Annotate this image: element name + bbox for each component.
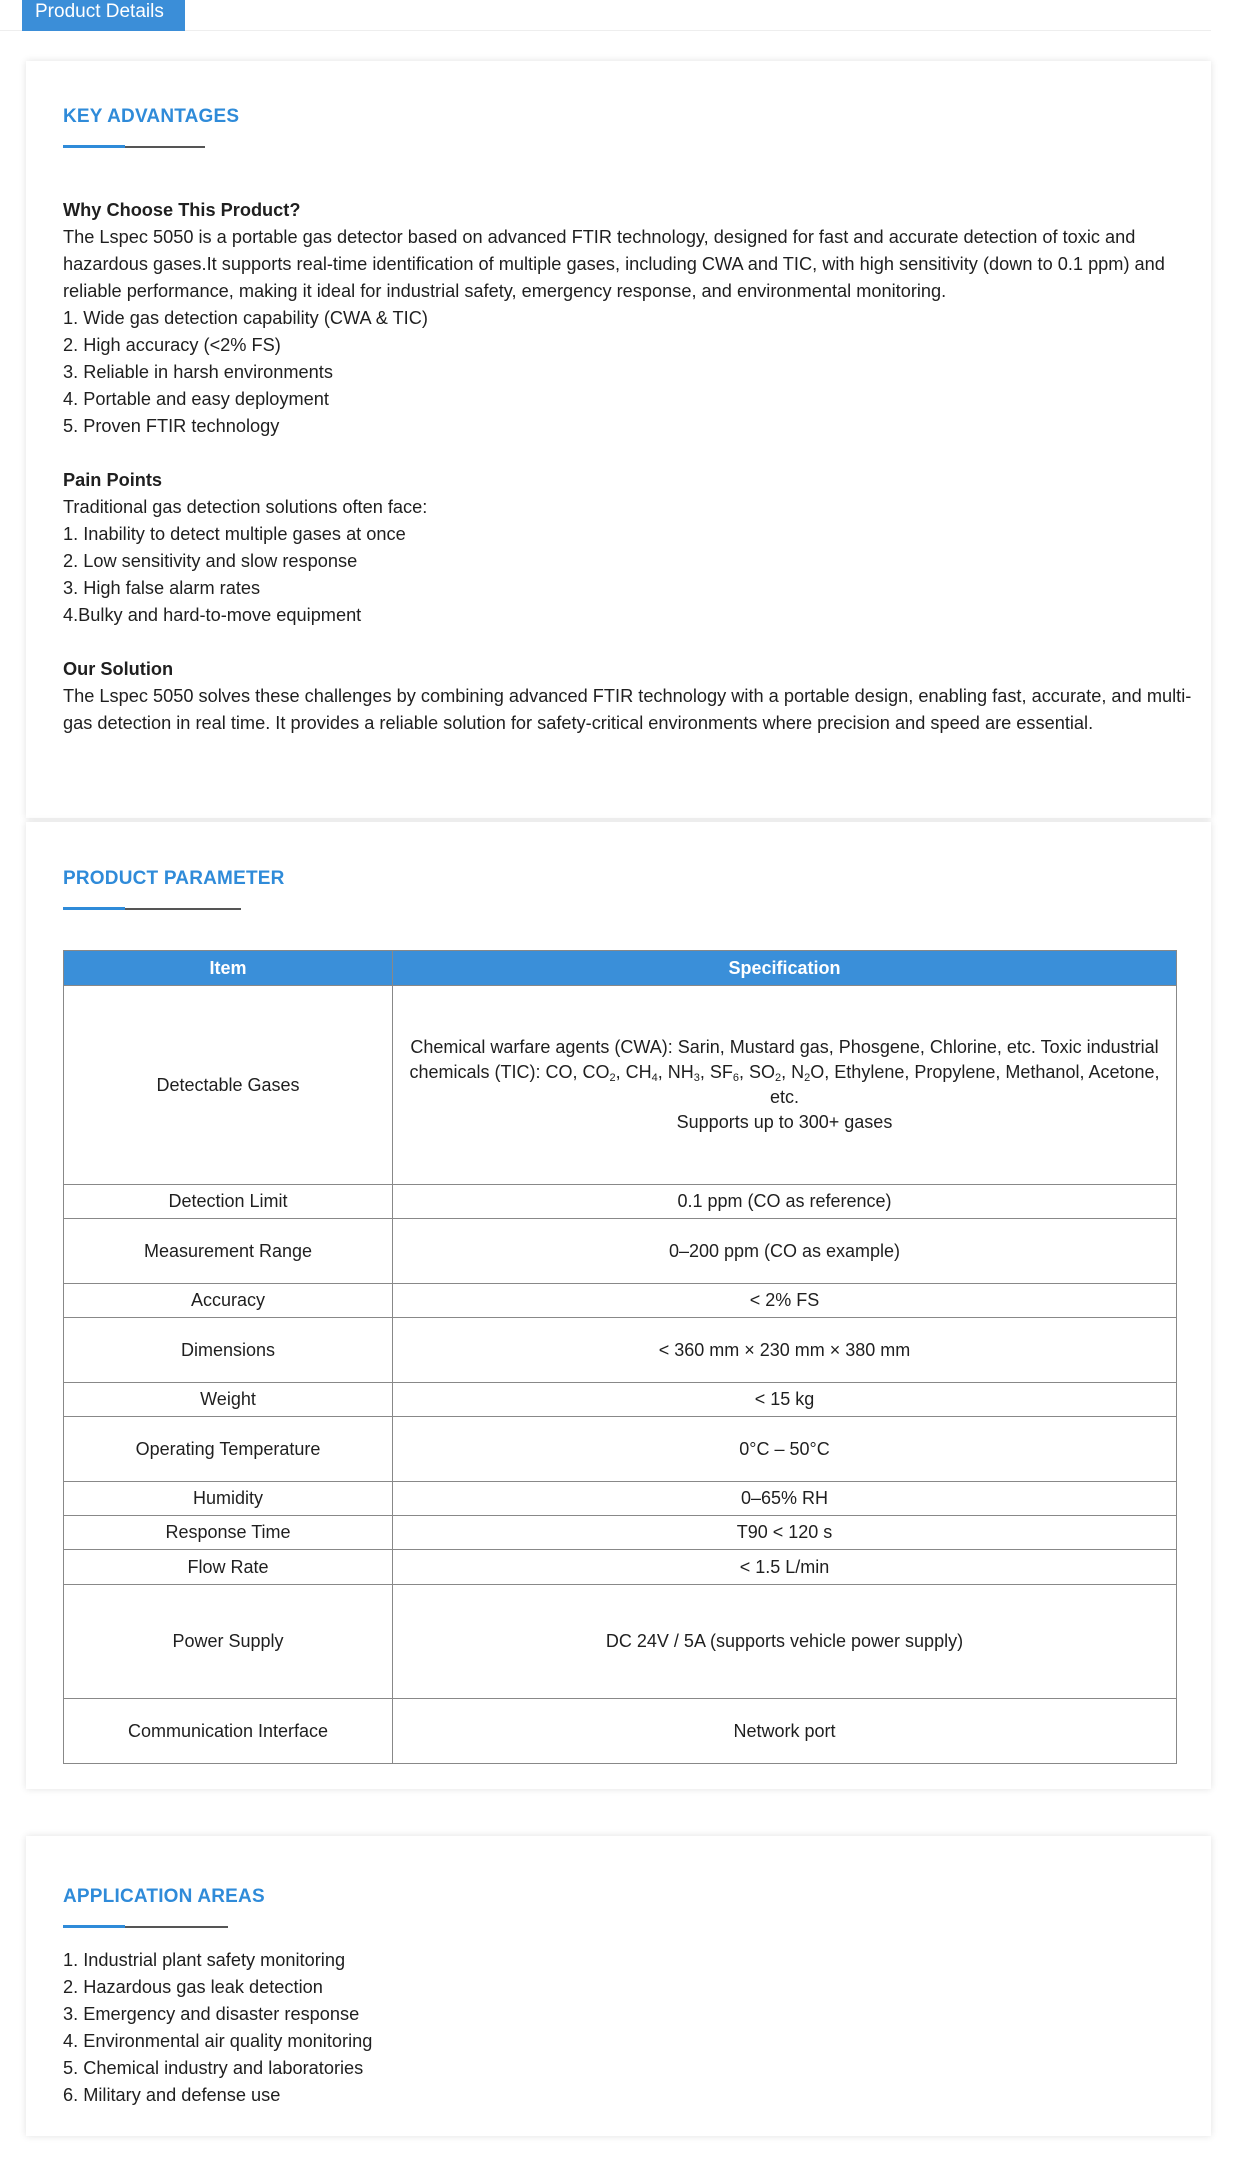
item-cell: Detectable Gases [64,986,393,1185]
list-item: 3. High false alarm rates [63,578,261,598]
table-row [64,1585,1177,1699]
spec-text: O, Ethylene, Propylene, Methanol, Acetone, etc. [769,1062,1160,1107]
item-cell: Accuracy [64,1284,393,1318]
table-row [64,1516,1177,1550]
spec-cell: DC 24V / 5A (supports vehicle power supply) [393,1585,1177,1699]
pain-points-title: Pain Points [63,470,163,490]
spec-cell: T90 < 120 s [393,1516,1177,1550]
spec-cell: < 15 kg [393,1383,1177,1417]
spec-cell: Network port [393,1699,1177,1764]
column-header-item: Item [64,951,393,986]
list-item: 1. Industrial plant safety monitoring [63,1950,346,1970]
table-row [64,1482,1177,1516]
item-cell: Response Time [64,1516,393,1550]
spec-text: , CH [615,1062,652,1082]
item-cell: Weight [64,1383,393,1417]
tab-bar [0,0,1211,31]
spec-text: , N [781,1062,805,1082]
list-item: 2. High accuracy (<2% FS) [63,335,281,355]
spec-text: , SF [699,1062,733,1082]
heading-underline [63,1926,228,1928]
list-item: 1. Inability to detect multiple gases at once [63,524,406,544]
heading-underline [63,908,241,910]
column-header-specification: Specification [393,951,1177,986]
subscript: 2 [609,1072,616,1084]
table-row [64,1318,1177,1383]
subscript: 2 [775,1072,782,1084]
spec-cell: < 2% FS [393,1284,1177,1318]
table-row [64,1219,1177,1284]
spec-cell: 0.1 ppm (CO as reference) [393,1185,1177,1219]
table-row [64,1185,1177,1219]
spec-text: Chemical warfare agents (CWA): Sarin, Mustard gas, Phosgene, Chlorine, etc. Toxic industrial [410,1037,1159,1057]
list-item: 4. Environmental air quality monitoring [63,2031,373,2051]
heading-underline [63,146,205,148]
spec-cell: < 1.5 L/min [393,1550,1177,1585]
tab-product-details[interactable]: Product Details [22,0,185,31]
list-item: 2. Hazardous gas leak detection [63,1977,323,1997]
table-row [64,1383,1177,1417]
item-cell: Power Supply [64,1585,393,1699]
list-item: 5. Proven FTIR technology [63,416,280,436]
item-cell: Humidity [64,1482,393,1516]
table-row [64,1284,1177,1318]
parameter-table [63,950,1177,1764]
spec-cell [393,986,1177,1185]
list-item: 2. Low sensitivity and slow response [63,551,358,571]
spec-text: , NH [657,1062,694,1082]
spec-cell: 0°C – 50°C [393,1417,1177,1482]
list-item: 4.Bulky and hard-to-move equipment [63,605,362,625]
table-header-row [64,951,1177,986]
spec-text: Supports up to 300+ gases [676,1112,893,1132]
table-row [64,1550,1177,1585]
list-item: 3. Reliable in harsh environments [63,362,333,382]
subscript: 3 [693,1072,700,1084]
item-cell: Measurement Range [64,1219,393,1284]
spec-cell: 0–65% RH [393,1482,1177,1516]
pain-points-intro: Traditional gas detection solutions often face: [63,497,428,517]
application-list [63,1947,1203,2109]
item-cell: Flow Rate [64,1550,393,1585]
table-row [64,1699,1177,1764]
list-item: 6. Military and defense use [63,2085,281,2105]
why-choose-title: Why Choose This Product? [63,200,301,220]
application-areas-card [26,1836,1211,2136]
our-solution-paragraph: The Lspec 5050 solves these challenges by combining advanced FTIR technology with a portable design, enabling fast, accurate, and multi-gas detection in real time. It provides a reliable solution for safety-critical environments where precision and speed are essential. [63,686,1192,733]
subscript: 4 [651,1072,658,1084]
item-cell: Detection Limit [64,1185,393,1219]
item-cell: Communication Interface [64,1699,393,1764]
spec-cell: < 360 mm × 230 mm × 380 mm [393,1318,1177,1383]
list-item: 4. Portable and easy deployment [63,389,329,409]
product-parameter-heading: PRODUCT PARAMETER [63,868,285,889]
spec-text: , SO [739,1062,776,1082]
key-advantages-card [26,61,1211,818]
key-advantages-body [63,197,1203,737]
table-row [64,986,1177,1185]
spec-cell: 0–200 ppm (CO as example) [393,1219,1177,1284]
intro-paragraph: The Lspec 5050 is a portable gas detector based on advanced FTIR technology, designed for fast and accurate detection of toxic and hazardous gases.It supports real-time identification of multiple gases, including CWA and TIC, with high sensitivity (down to 0.1 ppm) and reliable performance, making it ideal for industrial safety, emergency response, and environmental monitoring. [63,227,1165,301]
item-cell: Dimensions [64,1318,393,1383]
table-row [64,1417,1177,1482]
subscript: 6 [732,1072,740,1084]
list-item: 1. Wide gas detection capability (CWA & TIC) [63,308,428,328]
application-areas-heading: APPLICATION AREAS [63,1886,265,1907]
product-parameter-card [26,822,1211,1789]
list-item: 3. Emergency and disaster response [63,2004,360,2024]
list-item: 5. Chemical industry and laboratories [63,2058,364,2078]
spec-text: chemicals (TIC): CO, CO [409,1062,610,1082]
key-advantages-heading: KEY ADVANTAGES [63,106,240,127]
subscript: 2 [804,1072,811,1084]
item-cell: Operating Temperature [64,1417,393,1482]
our-solution-title: Our Solution [63,659,174,679]
